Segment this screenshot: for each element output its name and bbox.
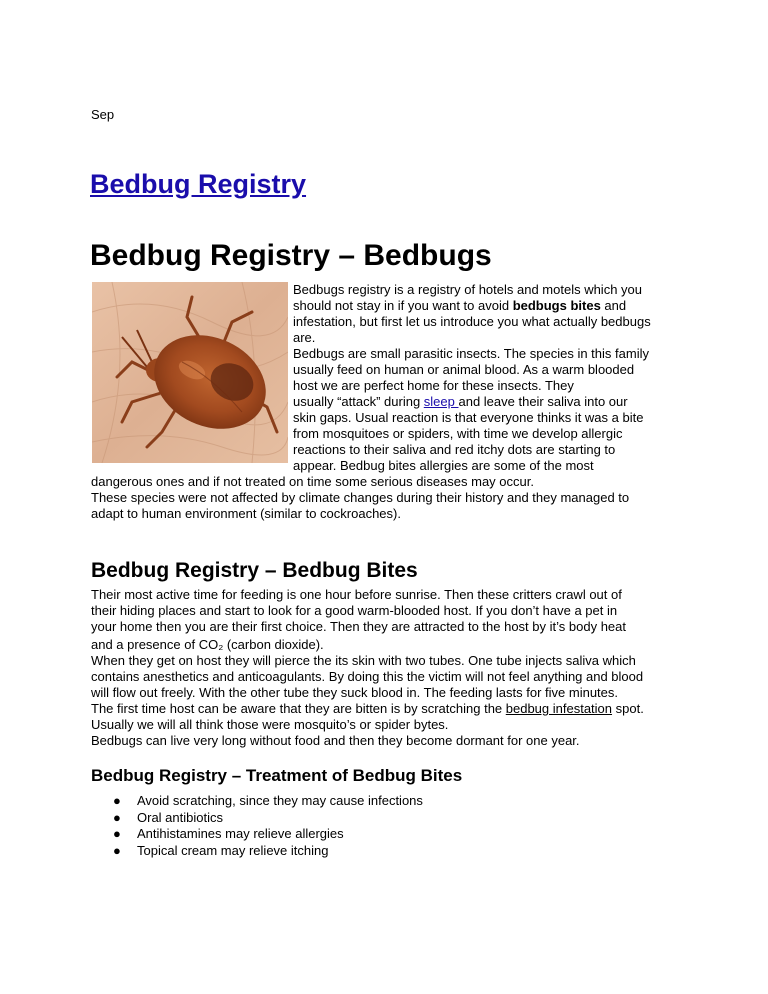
text-segment: usually “attack” during [293, 394, 424, 409]
text-line: from mosquitoes or spiders, with time we develop allergic [293, 426, 623, 441]
site-title-link[interactable]: Bedbug Registry [90, 169, 307, 199]
text-line: Bedbugs registry is a registry of hotels and motels which you [293, 282, 643, 297]
text-line: their hiding places and start to look for a good warm-blooded host. If you don’t have a pet in [91, 603, 618, 618]
bedbug-illustration [92, 282, 288, 463]
bullet-icon: ● [113, 793, 121, 808]
text-line: Bedbugs are small parasitic insects. The species in this family [293, 346, 649, 361]
bedbug-infestation-link[interactable]: bedbug infestation [505, 701, 613, 716]
bullet-icon: ● [113, 842, 121, 858]
text-line: dangerous ones and if not treated on time some serious diseases may occur. [91, 474, 534, 489]
text-segment: The first time host can be aware that they are bitten is by scratching the [91, 701, 506, 716]
bites-paragraph [91, 587, 644, 749]
list-item [91, 826, 423, 843]
text-line: These species were not affected by climate changes during their history and they managed to [91, 490, 630, 505]
text-segment: should not stay in if you want to avoid [293, 298, 513, 313]
text-line [91, 701, 644, 717]
list-item [91, 843, 423, 860]
treatment-list [91, 793, 423, 859]
list-item-label: Antihistamines may relieve allergies [137, 826, 344, 841]
text-line: usually feed on human or animal blood. As a warm blooded [293, 362, 635, 377]
list-item-label: Oral antibiotics [137, 809, 223, 825]
text-line: skin gaps. Usual reaction is that everyone thinks it was a bite [293, 410, 644, 425]
text-line: infestation, but first let us introduce you what actually bedbugs [293, 314, 651, 329]
treatment-heading: Bedbug Registry – Treatment of Bedbug Bites [91, 766, 463, 785]
text-line: host we are perfect home for these insects. They [293, 378, 574, 393]
text-line: and a presence of CO₂ (carbon dioxide). [91, 637, 324, 652]
list-item-label: Topical cream may relieve itching [137, 842, 329, 858]
bites-heading: Bedbug Registry – Bedbug Bites [91, 559, 418, 582]
text-line [293, 298, 651, 314]
text-line: appear. Bedbug bites allergies are some of the most [293, 458, 594, 473]
sleep-link[interactable]: sleep [423, 394, 459, 409]
text-line [293, 394, 651, 410]
text-line: contains anesthetics and anticoagulants. By doing this the victim will not feel anything and blood [91, 669, 644, 684]
intro-paragraph-full [91, 474, 629, 522]
intro-paragraph-wrapped [293, 282, 651, 474]
text-line: are. [293, 330, 316, 345]
text-segment: and leave their saliva into our [458, 394, 628, 409]
text-line: Bedbugs can live very long without food and then they become dormant for one year. [91, 733, 580, 748]
text-line: Usually we will all think those were mosquito’s or spider bytes. [91, 717, 449, 732]
bullet-icon: ● [113, 809, 121, 825]
main-heading: Bedbug Registry – Bedbugs [90, 239, 492, 272]
text-line: your home then you are their first choice. Then they are attracted to the host by it’s body heat [91, 619, 626, 634]
list-item [91, 810, 423, 827]
bedbug-image [92, 282, 288, 463]
text-segment: and [600, 298, 627, 313]
text-line: When they get on host they will pierce the its skin with two tubes. One tube injects saliva which [91, 653, 636, 668]
list-item [91, 793, 423, 810]
bullet-icon: ● [113, 826, 121, 841]
list-item-label: Avoid scratching, since they may cause infections [137, 793, 423, 808]
text-line: Their most active time for feeding is one hour before sunrise. Then these critters crawl out of [91, 587, 622, 602]
text-line: will flow out freely. With the other tube they suck blood in. The feeding lasts for five minutes. [91, 685, 619, 700]
text-line: reactions to their saliva and red itchy dots are starting to [293, 442, 616, 457]
text-segment: spot. [612, 701, 644, 716]
bold-phrase: bedbugs bites [512, 298, 601, 313]
date-label: Sep [91, 107, 115, 122]
text-line: adapt to human environment (similar to cockroaches). [91, 506, 401, 521]
